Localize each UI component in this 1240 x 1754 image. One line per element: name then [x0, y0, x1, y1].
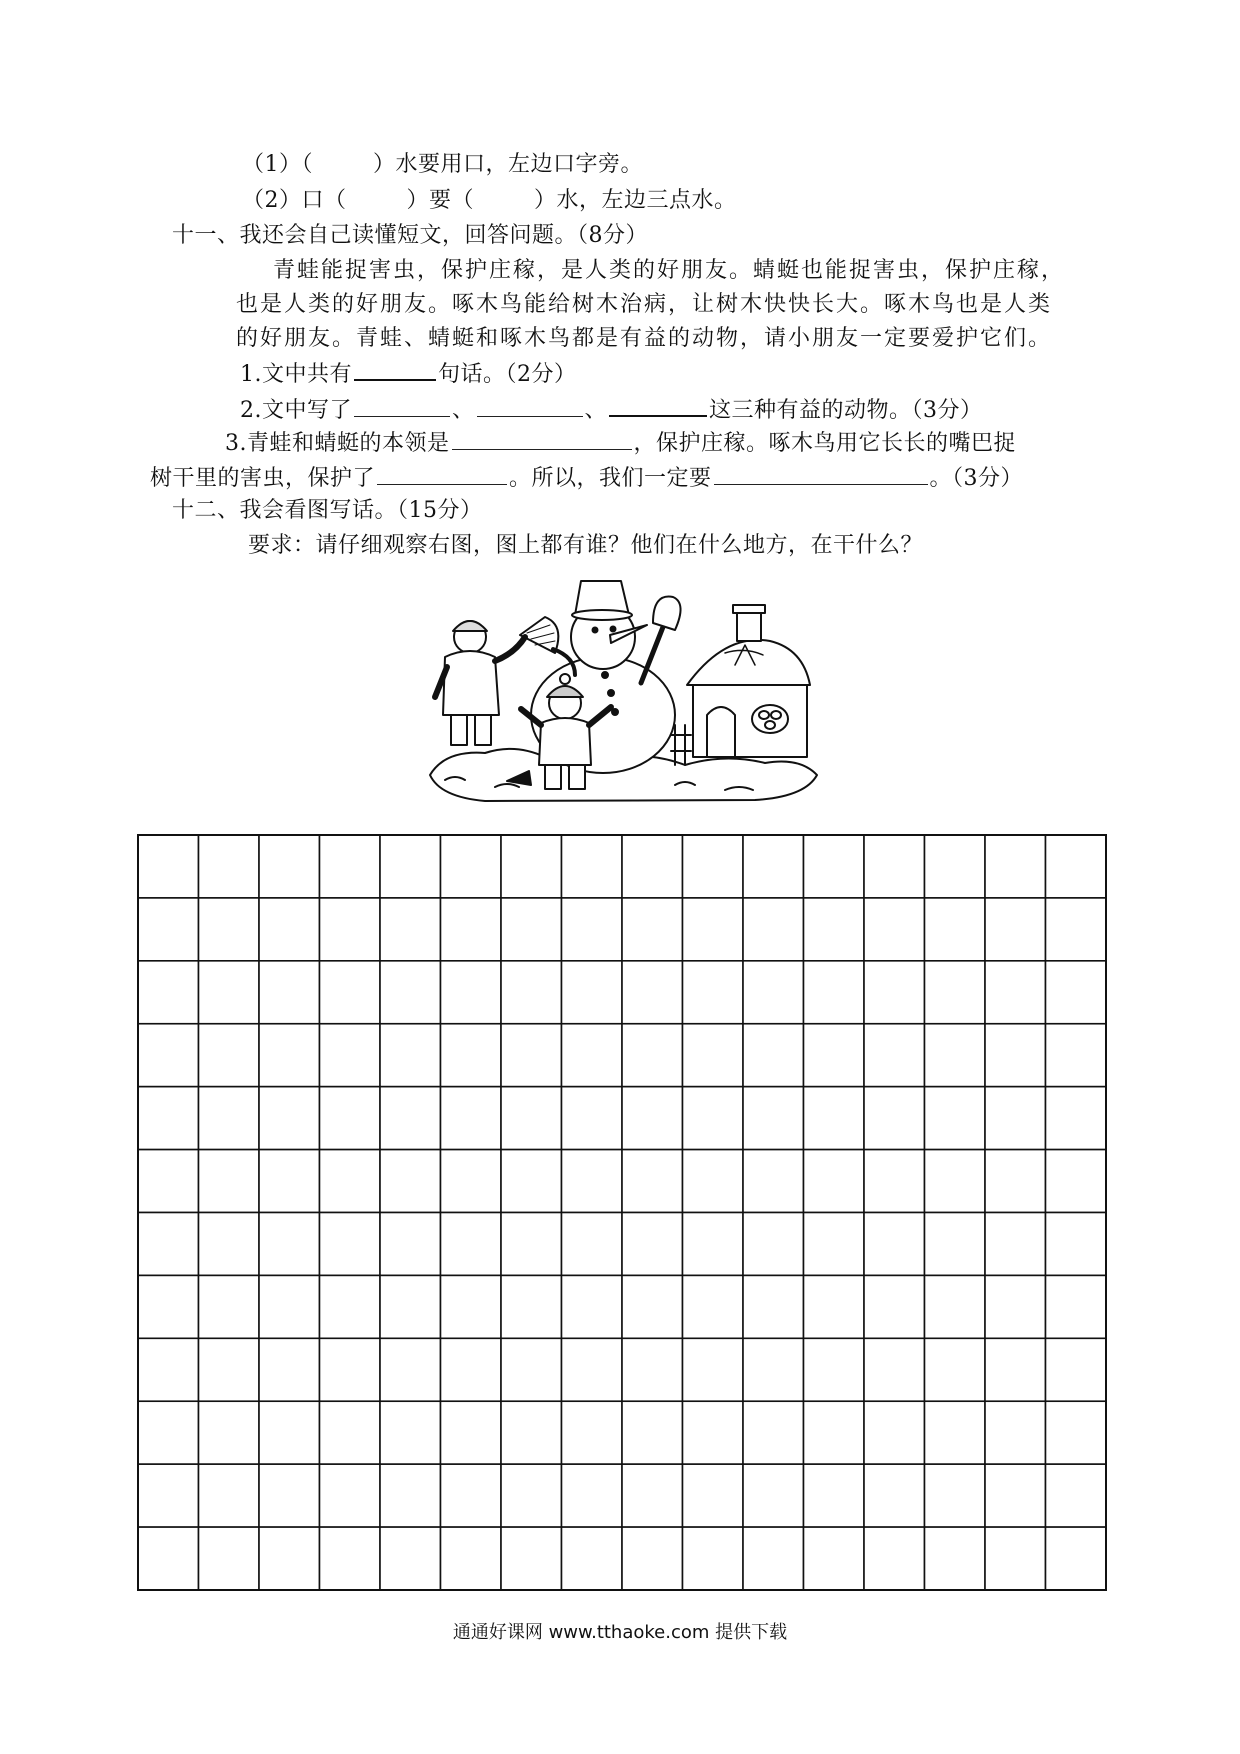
writing-grid-cell[interactable] [622, 898, 683, 961]
writing-grid-cell[interactable] [441, 1401, 502, 1464]
writing-grid-cell[interactable] [1046, 1527, 1107, 1590]
q10-item-1-end: ）水要用口，左边口字旁。 [373, 152, 644, 177]
writing-grid-cell[interactable] [380, 1464, 441, 1527]
q11-q3-text-4: 。所以，我们一定要 [509, 466, 712, 491]
writing-grid-cell[interactable] [925, 1087, 986, 1150]
q11-q2-sep-2: 、 [584, 398, 608, 423]
writing-grid-cell[interactable] [864, 1338, 925, 1401]
writing-grid-cell[interactable] [804, 1024, 865, 1087]
q10-item-2-start: （2）口（ [242, 188, 347, 213]
q11-q3-text-2: ，保护庄稼。啄木鸟用它长长的嘴巴捉 [633, 431, 1017, 456]
writing-grid-cell[interactable] [1046, 1338, 1107, 1401]
q12-requirement: 要求：请仔细观察右图，图上都有谁？他们在什么地方，在干什么？ [248, 533, 924, 558]
writing-grid-cell[interactable] [501, 1527, 562, 1590]
writing-grid-cell[interactable] [380, 898, 441, 961]
writing-grid-cell[interactable] [380, 1024, 441, 1087]
writing-grid-cell[interactable] [743, 835, 804, 898]
writing-grid-cell[interactable] [199, 1024, 260, 1087]
q11-q2-points: 这三种有益的动物。（3分） [709, 398, 983, 423]
writing-grid-cell[interactable] [562, 1464, 623, 1527]
writing-grid-cell[interactable] [320, 1087, 381, 1150]
writing-grid-cell[interactable] [138, 1338, 199, 1401]
writing-grid-cell[interactable] [199, 1401, 260, 1464]
writing-grid-cell[interactable] [925, 1527, 986, 1590]
writing-grid-cell[interactable] [501, 1024, 562, 1087]
writing-grid-cell[interactable] [925, 1338, 986, 1401]
front-child-leg-shape [545, 765, 561, 789]
front-child-coat-shape [539, 718, 591, 765]
writing-grid-cell[interactable] [1046, 1087, 1107, 1150]
writing-grid-cell[interactable] [743, 1401, 804, 1464]
q10-item-2 [242, 186, 737, 216]
writing-grid-cell[interactable] [683, 898, 744, 961]
writing-grid-cell[interactable] [622, 1527, 683, 1590]
writing-grid-cell[interactable] [1046, 1464, 1107, 1527]
q11-q2-blank-2[interactable] [477, 394, 583, 417]
writing-grid-cell[interactable] [259, 1150, 320, 1213]
left-child-leg-shape [475, 715, 491, 745]
writing-grid-cell[interactable] [380, 1150, 441, 1213]
q11-q3-points: 。（3分） [929, 466, 1024, 491]
writing-grid-cell[interactable] [562, 1338, 623, 1401]
writing-grid-cell[interactable] [501, 835, 562, 898]
writing-grid-cell[interactable] [622, 1150, 683, 1213]
writing-grid-cell[interactable] [320, 1527, 381, 1590]
writing-grid-cell[interactable] [380, 1527, 441, 1590]
writing-grid-cell[interactable] [380, 961, 441, 1024]
front-child-pompom-shape [560, 674, 570, 684]
q11-q2-sep-1: 、 [452, 398, 475, 423]
writing-grid-cell[interactable] [804, 1464, 865, 1527]
writing-grid-cell[interactable] [199, 1338, 260, 1401]
writing-grid-cell[interactable] [380, 1087, 441, 1150]
writing-grid-cell[interactable] [199, 835, 260, 898]
writing-grid-cell[interactable] [259, 835, 320, 898]
writing-grid-cell[interactable] [199, 1213, 260, 1276]
writing-grid-cell[interactable] [743, 1338, 804, 1401]
writing-grid-cell[interactable] [138, 1464, 199, 1527]
writing-grid-cell[interactable] [138, 1150, 199, 1213]
writing-grid-cell[interactable] [320, 1338, 381, 1401]
writing-grid-cell[interactable] [199, 1087, 260, 1150]
writing-grid-cell[interactable] [864, 898, 925, 961]
writing-grid-cell[interactable] [380, 1275, 441, 1338]
writing-grid-cell[interactable] [1046, 1213, 1107, 1276]
writing-grid-cell[interactable] [562, 1275, 623, 1338]
q11-q3-blank-3[interactable] [714, 462, 928, 485]
left-child-hat-shape [453, 621, 487, 631]
q10-item-2-mid: ）要（ [406, 188, 475, 213]
q11-q2-text: 2.文中写了 [240, 398, 352, 423]
writing-grid-cell[interactable] [622, 1338, 683, 1401]
writing-grid-cell[interactable] [683, 1150, 744, 1213]
writing-grid-cell[interactable] [1046, 835, 1107, 898]
left-child-leg-shape [451, 715, 467, 745]
writing-grid-cell[interactable] [683, 1338, 744, 1401]
writing-grid-cell[interactable] [320, 1213, 381, 1276]
writing-grid-cell[interactable] [985, 1213, 1046, 1276]
writing-grid-cell[interactable] [864, 1401, 925, 1464]
writing-grid-cell[interactable] [622, 1024, 683, 1087]
snowman-eye-shape [611, 627, 616, 632]
writing-grid-cell[interactable] [925, 835, 986, 898]
front-child-leg-shape [569, 765, 585, 789]
shovel-blade-shape [653, 597, 681, 630]
writing-grid-cell[interactable] [804, 1275, 865, 1338]
writing-grid-cell[interactable] [622, 1213, 683, 1276]
writing-grid-cell[interactable] [925, 1275, 986, 1338]
writing-grid-cell[interactable] [743, 1275, 804, 1338]
writing-grid-cell[interactable] [864, 1150, 925, 1213]
house-window-pane-shape [759, 711, 769, 719]
writing-grid-cell[interactable] [320, 1464, 381, 1527]
writing-grid-cell[interactable] [925, 898, 986, 961]
house-window-pane-shape [771, 711, 781, 719]
writing-grid-cell[interactable] [925, 1464, 986, 1527]
writing-grid-cell[interactable] [804, 1338, 865, 1401]
writing-grid-cell[interactable] [138, 1087, 199, 1150]
writing-grid-cell[interactable] [138, 1213, 199, 1276]
writing-grid[interactable] [137, 834, 1107, 1591]
q11-q1-blank[interactable] [354, 357, 436, 381]
writing-grid-cell[interactable] [259, 961, 320, 1024]
writing-grid-cell[interactable] [985, 1464, 1046, 1527]
q11-question-3-line-1 [225, 427, 1016, 459]
q11-question-3-line-2 [150, 462, 1023, 494]
writing-grid-cell[interactable] [501, 898, 562, 961]
writing-grid-cell[interactable] [441, 1464, 502, 1527]
writing-grid-cell[interactable] [864, 1275, 925, 1338]
writing-grid-cell[interactable] [138, 1024, 199, 1087]
writing-grid-cell[interactable] [864, 1087, 925, 1150]
writing-grid-cell[interactable] [380, 1401, 441, 1464]
writing-grid-cell[interactable] [925, 961, 986, 1024]
writing-grid-cell[interactable] [864, 835, 925, 898]
writing-grid-cell[interactable] [562, 1087, 623, 1150]
writing-grid-cell[interactable] [320, 961, 381, 1024]
writing-grid-cell[interactable] [138, 1401, 199, 1464]
writing-grid-cell[interactable] [199, 898, 260, 961]
writing-grid-cell[interactable] [199, 961, 260, 1024]
chimney-cap-shape [733, 605, 765, 613]
q11-q3-blank-1[interactable] [452, 427, 632, 450]
writing-grid-cell[interactable] [804, 1150, 865, 1213]
writing-grid-cell[interactable] [441, 961, 502, 1024]
writing-grid-cell[interactable] [562, 961, 623, 1024]
writing-grid-cell[interactable] [683, 1464, 744, 1527]
writing-grid-cell[interactable] [864, 1213, 925, 1276]
writing-grid-cell[interactable] [804, 898, 865, 961]
writing-grid-cell[interactable] [622, 1087, 683, 1150]
left-child-coat-shape [443, 651, 499, 715]
writing-grid-cell[interactable] [683, 1275, 744, 1338]
writing-grid-cell[interactable] [1046, 961, 1107, 1024]
writing-grid-cell[interactable] [985, 1401, 1046, 1464]
snowman-button-shape [602, 672, 608, 678]
q11-q1-text: 1.文中共有 [240, 362, 352, 387]
writing-grid-cell[interactable] [259, 1087, 320, 1150]
writing-grid-cell[interactable] [441, 835, 502, 898]
writing-grid-cell[interactable] [320, 1150, 381, 1213]
q11-question-1 [240, 357, 577, 390]
writing-grid-cell[interactable] [320, 835, 381, 898]
writing-grid-cell[interactable] [622, 1464, 683, 1527]
writing-grid-cell[interactable] [441, 1527, 502, 1590]
writing-grid-cell[interactable] [562, 835, 623, 898]
writing-grid-cell[interactable] [622, 835, 683, 898]
q11-heading: 十一、我还会自己读懂短文，回答问题。（8分） [172, 223, 648, 248]
house-door-shape [707, 707, 735, 757]
writing-grid-cell[interactable] [985, 961, 1046, 1024]
writing-grid-cell[interactable] [441, 1150, 502, 1213]
writing-grid-cell[interactable] [380, 1213, 441, 1276]
writing-grid-cell[interactable] [441, 1338, 502, 1401]
q11-q3-blank-2[interactable] [377, 462, 507, 485]
writing-grid-cell[interactable] [622, 1275, 683, 1338]
writing-grid-cell[interactable] [985, 1275, 1046, 1338]
writing-grid-cell[interactable] [199, 1150, 260, 1213]
writing-grid-cell[interactable] [199, 1527, 260, 1590]
chimney-shape [737, 611, 761, 641]
writing-grid-cell[interactable] [683, 1401, 744, 1464]
writing-grid-cell[interactable] [683, 1087, 744, 1150]
writing-grid-cell[interactable] [138, 961, 199, 1024]
writing-grid-cell[interactable] [259, 1213, 320, 1276]
writing-grid-cell[interactable] [501, 1401, 562, 1464]
writing-grid-cell[interactable] [501, 1338, 562, 1401]
writing-grid-cell[interactable] [622, 1401, 683, 1464]
q11-passage-line-3: 的好朋友。青蛙、蜻蜓和啄木鸟都是有益的动物，请小朋友一定要爱护它们。 [236, 326, 1053, 351]
fence-shape [671, 725, 691, 765]
writing-grid-cell[interactable] [562, 1024, 623, 1087]
left-child-arm-shape [495, 637, 525, 661]
writing-grid-cell[interactable] [864, 1024, 925, 1087]
writing-grid-cell[interactable] [441, 1087, 502, 1150]
writing-grid-cell[interactable] [683, 835, 744, 898]
writing-grid-cell[interactable] [562, 1401, 623, 1464]
writing-grid-cell[interactable] [985, 835, 1046, 898]
writing-grid-cell[interactable] [199, 1464, 260, 1527]
snowman-button-shape [612, 709, 618, 715]
writing-grid-cell[interactable] [804, 1087, 865, 1150]
writing-grid-cell[interactable] [683, 961, 744, 1024]
writing-grid-cell[interactable] [985, 1024, 1046, 1087]
q10-item-1-start: （1）（ [242, 152, 313, 177]
writing-grid-cell[interactable] [501, 1150, 562, 1213]
writing-grid-cell[interactable] [743, 1464, 804, 1527]
house-window-pane-shape [765, 721, 775, 729]
snowman-eye-shape [593, 628, 598, 633]
writing-grid-cell[interactable] [441, 898, 502, 961]
q11-question-2 [240, 393, 983, 426]
writing-grid-cell[interactable] [259, 1338, 320, 1401]
writing-grid-cell[interactable] [804, 961, 865, 1024]
writing-grid-cell[interactable] [622, 961, 683, 1024]
writing-grid-cell[interactable] [743, 898, 804, 961]
writing-grid-cell[interactable] [1046, 1275, 1107, 1338]
writing-grid-cell[interactable] [864, 1527, 925, 1590]
snowman-scene-illustration [425, 575, 820, 805]
writing-grid-cell[interactable] [743, 1024, 804, 1087]
writing-grid-cell[interactable] [683, 1024, 744, 1087]
q10-item-2-end: ）水，左边三点水。 [534, 188, 737, 213]
q11-q3-text-1: 3.青蛙和蜻蜓的本领是 [225, 431, 450, 456]
writing-grid-cell[interactable] [562, 1527, 623, 1590]
writing-grid-cell[interactable] [985, 1338, 1046, 1401]
writing-grid-cell[interactable] [1046, 1024, 1107, 1087]
writing-grid-cell[interactable] [320, 898, 381, 961]
writing-grid-cell[interactable] [925, 1024, 986, 1087]
writing-grid-cell[interactable] [501, 1275, 562, 1338]
writing-grid-cell[interactable] [501, 1464, 562, 1527]
writing-grid-cell[interactable] [562, 898, 623, 961]
writing-grid-cell[interactable] [501, 961, 562, 1024]
writing-grid-cell[interactable] [380, 835, 441, 898]
writing-grid-cell[interactable] [380, 1338, 441, 1401]
writing-grid-cell[interactable] [441, 1275, 502, 1338]
house-roof-shape [687, 640, 810, 685]
snowman-button-shape [608, 690, 614, 696]
writing-grid-cell[interactable] [259, 1275, 320, 1338]
writing-grid-cell[interactable] [683, 1527, 744, 1590]
writing-grid-cell[interactable] [320, 1024, 381, 1087]
writing-grid-cell[interactable] [1046, 1401, 1107, 1464]
writing-grid-cell[interactable] [1046, 1150, 1107, 1213]
writing-grid-cell[interactable] [562, 1150, 623, 1213]
writing-grid-cell[interactable] [199, 1275, 260, 1338]
q11-q2-blank-1[interactable] [354, 394, 450, 417]
writing-grid-cell[interactable] [259, 1401, 320, 1464]
q11-passage-line-1: 青蛙能捉害虫，保护庄稼，是人类的好朋友。蜻蜓也能捉害虫，保护庄稼， [273, 258, 1066, 283]
writing-grid-cell[interactable] [138, 835, 199, 898]
writing-grid-cell[interactable] [441, 1213, 502, 1276]
writing-grid-cell[interactable] [138, 1275, 199, 1338]
writing-grid-cell[interactable] [259, 1024, 320, 1087]
writing-grid-cell[interactable] [985, 1527, 1046, 1590]
writing-grid-cell[interactable] [138, 1527, 199, 1590]
writing-grid-cell[interactable] [743, 1213, 804, 1276]
writing-grid-cell[interactable] [985, 1087, 1046, 1150]
writing-grid-cell[interactable] [743, 961, 804, 1024]
writing-grid-cell[interactable] [804, 1213, 865, 1276]
q11-q2-blank-3[interactable] [609, 393, 707, 417]
writing-grid-cell[interactable] [743, 1150, 804, 1213]
writing-grid-cell[interactable] [804, 835, 865, 898]
writing-grid-cell[interactable] [259, 1464, 320, 1527]
q11-q1-points: 句话。（2分） [438, 362, 577, 387]
writing-grid-cell[interactable] [925, 1213, 986, 1276]
writing-grid-cell[interactable] [138, 898, 199, 961]
bucket-hat-brim-shape [572, 610, 632, 620]
q11-passage-line-2: 也是人类的好朋友。啄木鸟能给树木治病，让树木快快长大。啄木鸟也是人类 [236, 292, 1053, 317]
writing-grid-cell[interactable] [743, 1527, 804, 1590]
writing-grid-cell[interactable] [864, 1464, 925, 1527]
writing-grid-cell[interactable] [501, 1213, 562, 1276]
writing-grid-cell[interactable] [562, 1213, 623, 1276]
writing-grid-cell[interactable] [441, 1024, 502, 1087]
page-footer: 通通好课网 www.tthaoke.com 提供下载 [452, 1622, 788, 1643]
q11-q3-text-3: 树干里的害虫，保护了 [150, 466, 376, 491]
writing-grid-cell[interactable] [804, 1527, 865, 1590]
writing-grid-cell[interactable] [320, 1275, 381, 1338]
writing-grid-cell[interactable] [804, 1401, 865, 1464]
writing-grid-cell[interactable] [259, 1527, 320, 1590]
writing-grid-cell[interactable] [259, 898, 320, 961]
writing-grid-cell[interactable] [320, 1401, 381, 1464]
writing-grid-cell[interactable] [1046, 898, 1107, 961]
writing-grid-cell[interactable] [925, 1401, 986, 1464]
writing-grid-cell[interactable] [864, 961, 925, 1024]
q10-item-1 [242, 150, 643, 180]
writing-grid-cell[interactable] [743, 1087, 804, 1150]
writing-grid-cell[interactable] [925, 1150, 986, 1213]
q12-heading: 十二、我会看图写话。（15分） [172, 498, 483, 523]
writing-grid-cell[interactable] [985, 898, 1046, 961]
writing-grid-cell[interactable] [683, 1213, 744, 1276]
writing-grid-cell[interactable] [501, 1087, 562, 1150]
writing-grid-cell[interactable] [985, 1150, 1046, 1213]
